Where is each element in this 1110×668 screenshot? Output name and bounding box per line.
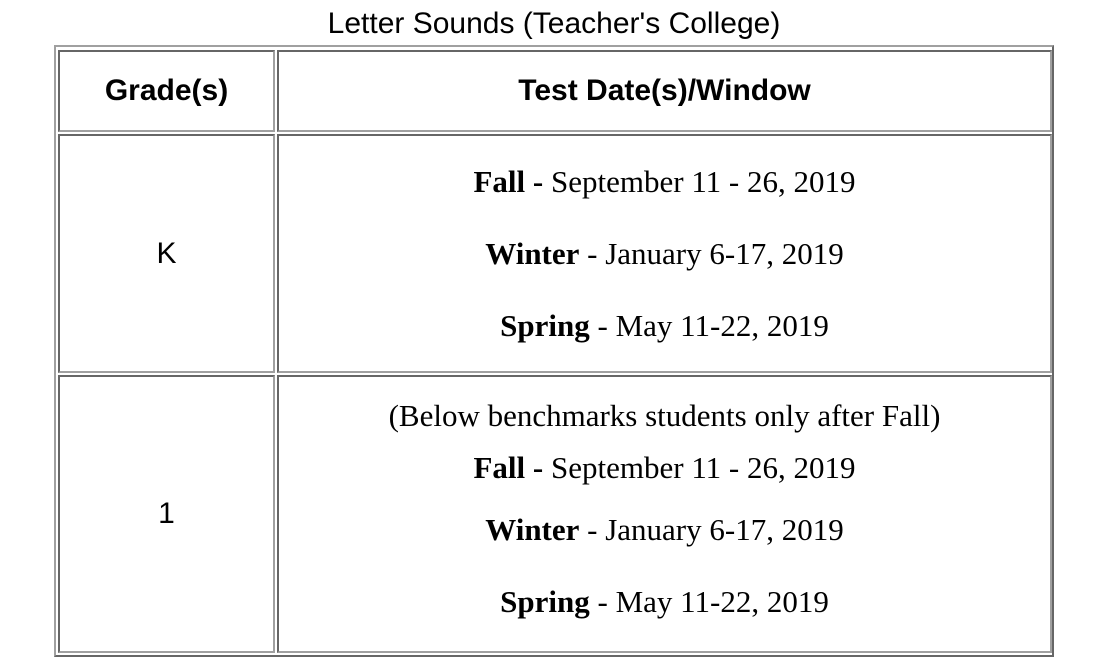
dates-cell-k bbox=[277, 134, 1052, 373]
header-grade bbox=[58, 50, 275, 132]
date-range: September 11 - 26, 2019 bbox=[543, 163, 856, 199]
dates-cell-1 bbox=[277, 375, 1052, 653]
date-line-spring bbox=[500, 290, 829, 362]
date-line-winter bbox=[485, 494, 843, 566]
date-line-fall bbox=[474, 146, 856, 218]
grade-value: K bbox=[156, 236, 177, 270]
eligibility-note: (Below benchmarks students only after Fall) bbox=[388, 398, 941, 433]
date-range: September 11 - 26, 2019 bbox=[543, 450, 856, 485]
date-line-fall bbox=[474, 442, 856, 494]
grade-cell-1 bbox=[58, 375, 275, 653]
header-grade-label: Grade(s) bbox=[104, 74, 229, 107]
season-label: Winter bbox=[485, 512, 580, 547]
season-label: Spring bbox=[500, 584, 590, 619]
date-range: - May 11-22, 2019 bbox=[589, 307, 829, 343]
date-range: - January 6-17, 2019 bbox=[579, 235, 844, 271]
season-label: Fall - bbox=[473, 450, 544, 485]
date-range: - May 11-22, 2019 bbox=[589, 584, 829, 619]
date-range: - January 6-17, 2019 bbox=[579, 512, 844, 547]
season-label: Fall - bbox=[473, 163, 544, 199]
season-label: Winter bbox=[485, 235, 580, 271]
date-line-spring bbox=[500, 566, 829, 638]
date-line-winter bbox=[485, 218, 843, 290]
header-window bbox=[277, 50, 1052, 132]
season-label: Spring bbox=[500, 307, 590, 343]
grade-cell-k bbox=[58, 134, 275, 373]
grade-value: 1 bbox=[158, 497, 175, 530]
table-caption: Letter Sounds (Teacher's College) bbox=[327, 7, 781, 40]
test-window-table bbox=[54, 45, 1054, 657]
header-window-label: Test Date(s)/Window bbox=[518, 74, 811, 107]
